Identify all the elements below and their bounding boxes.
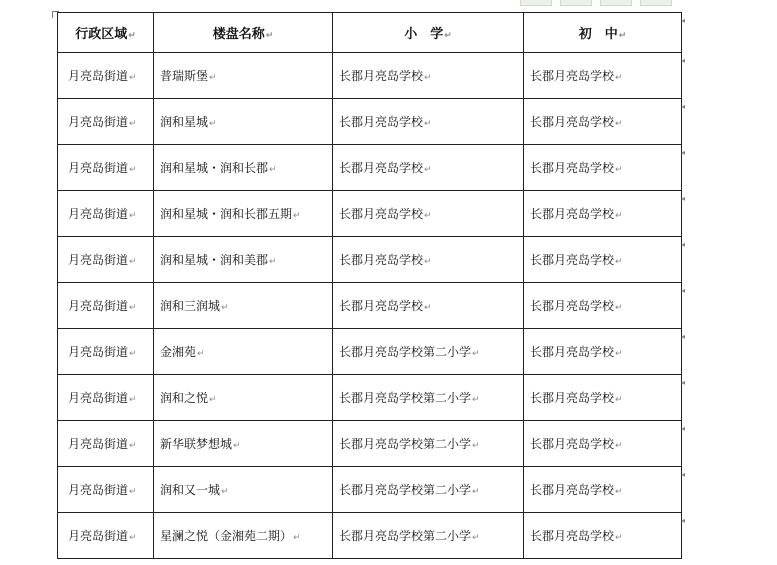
row-end-marker: ◂ <box>681 423 686 433</box>
row-end-marker: ◂ <box>681 239 686 249</box>
cell-district: 月亮岛街道↵ <box>58 421 154 467</box>
row-end-marker: ◂ <box>681 55 686 65</box>
cell-primary-school: 长郡月亮岛学校第二小学↵ <box>333 421 524 467</box>
cell-middle-school: 长郡月亮岛学校↵ <box>524 467 682 513</box>
table-row <box>58 421 682 467</box>
cell-primary-school: 长郡月亮岛学校↵ <box>333 237 524 283</box>
row-end-marker: ◂ <box>681 193 686 203</box>
cell-district: 月亮岛街道↵ <box>58 99 154 145</box>
cell-estate: 润和星城・润和长郡↵ <box>154 145 333 191</box>
table-row <box>58 467 682 513</box>
row-end-marker: ◂ <box>681 147 686 157</box>
cell-middle-school: 长郡月亮岛学校↵ <box>524 513 682 559</box>
cell-primary-school: 长郡月亮岛学校↵ <box>333 283 524 329</box>
row-end-marker: ◂ <box>681 285 686 295</box>
cell-estate: 润和之悦↵ <box>154 375 333 421</box>
cell-middle-school: 长郡月亮岛学校↵ <box>524 421 682 467</box>
cell-primary-school: 长郡月亮岛学校第二小学↵ <box>333 329 524 375</box>
cell-middle-school: 长郡月亮岛学校↵ <box>524 283 682 329</box>
cell-estate: 润和星城・润和长郡五期↵ <box>154 191 333 237</box>
cell-estate: 新华联梦想城↵ <box>154 421 333 467</box>
toolbar-mark <box>600 0 632 6</box>
cell-estate: 星澜之悦（金湘苑二期）↵ <box>154 513 333 559</box>
toolbar-edge-marks <box>520 0 685 6</box>
cell-district: 月亮岛街道↵ <box>58 237 154 283</box>
cell-district: 月亮岛街道↵ <box>58 53 154 99</box>
cell-middle-school: 长郡月亮岛学校↵ <box>524 99 682 145</box>
table-body <box>58 53 682 559</box>
cell-district: 月亮岛街道↵ <box>58 375 154 421</box>
toolbar-mark <box>640 0 672 6</box>
cell-middle-school: 长郡月亮岛学校↵ <box>524 375 682 421</box>
table-row <box>58 53 682 99</box>
table-header-row <box>58 13 682 53</box>
cell-primary-school: 长郡月亮岛学校↵ <box>333 145 524 191</box>
cell-primary-school: 长郡月亮岛学校↵ <box>333 99 524 145</box>
cell-district: 月亮岛街道↵ <box>58 513 154 559</box>
row-end-marker: ◂ <box>681 101 686 111</box>
row-end-marker: ◂ <box>681 469 686 479</box>
cell-estate: 润和星城・润和美郡↵ <box>154 237 333 283</box>
header-middle-school: 初 中↵ <box>524 13 682 53</box>
cell-primary-school: 长郡月亮岛学校第二小学↵ <box>333 513 524 559</box>
header-primary-school: 小 学↵ <box>333 13 524 53</box>
cell-estate: 普瑞斯堡↵ <box>154 53 333 99</box>
cell-middle-school: 长郡月亮岛学校↵ <box>524 145 682 191</box>
row-end-marker: ◂ <box>681 331 686 341</box>
cell-district: 月亮岛街道↵ <box>58 283 154 329</box>
toolbar-mark <box>520 0 552 6</box>
cell-middle-school: 长郡月亮岛学校↵ <box>524 191 682 237</box>
table-row <box>58 375 682 421</box>
cell-estate: 润和星城↵ <box>154 99 333 145</box>
toolbar-mark <box>560 0 592 6</box>
cell-primary-school: 长郡月亮岛学校↵ <box>333 53 524 99</box>
cell-estate: 润和三润城↵ <box>154 283 333 329</box>
table-row <box>58 329 682 375</box>
header-estate: 楼盘名称↵ <box>154 13 333 53</box>
cell-middle-school: 长郡月亮岛学校↵ <box>524 53 682 99</box>
cell-primary-school: 长郡月亮岛学校第二小学↵ <box>333 467 524 513</box>
table-row <box>58 191 682 237</box>
cell-district: 月亮岛街道↵ <box>58 329 154 375</box>
row-end-markers <box>681 12 689 560</box>
cell-estate: 润和又一城↵ <box>154 467 333 513</box>
table-row <box>58 283 682 329</box>
cell-district: 月亮岛街道↵ <box>58 191 154 237</box>
table-row <box>58 237 682 283</box>
school-district-table <box>57 12 682 559</box>
row-end-marker: ◂ <box>681 15 686 25</box>
header-district: 行政区域↵ <box>58 13 154 53</box>
cell-estate: 金湘苑↵ <box>154 329 333 375</box>
cell-primary-school: 长郡月亮岛学校第二小学↵ <box>333 375 524 421</box>
cell-middle-school: 长郡月亮岛学校↵ <box>524 329 682 375</box>
table-row <box>58 99 682 145</box>
table-row <box>58 513 682 559</box>
cell-district: 月亮岛街道↵ <box>58 467 154 513</box>
table-row <box>58 145 682 191</box>
row-end-marker: ◂ <box>681 515 686 525</box>
row-end-marker: ◂ <box>681 377 686 387</box>
cell-middle-school: 长郡月亮岛学校↵ <box>524 237 682 283</box>
cell-district: 月亮岛街道↵ <box>58 145 154 191</box>
cell-primary-school: 长郡月亮岛学校↵ <box>333 191 524 237</box>
